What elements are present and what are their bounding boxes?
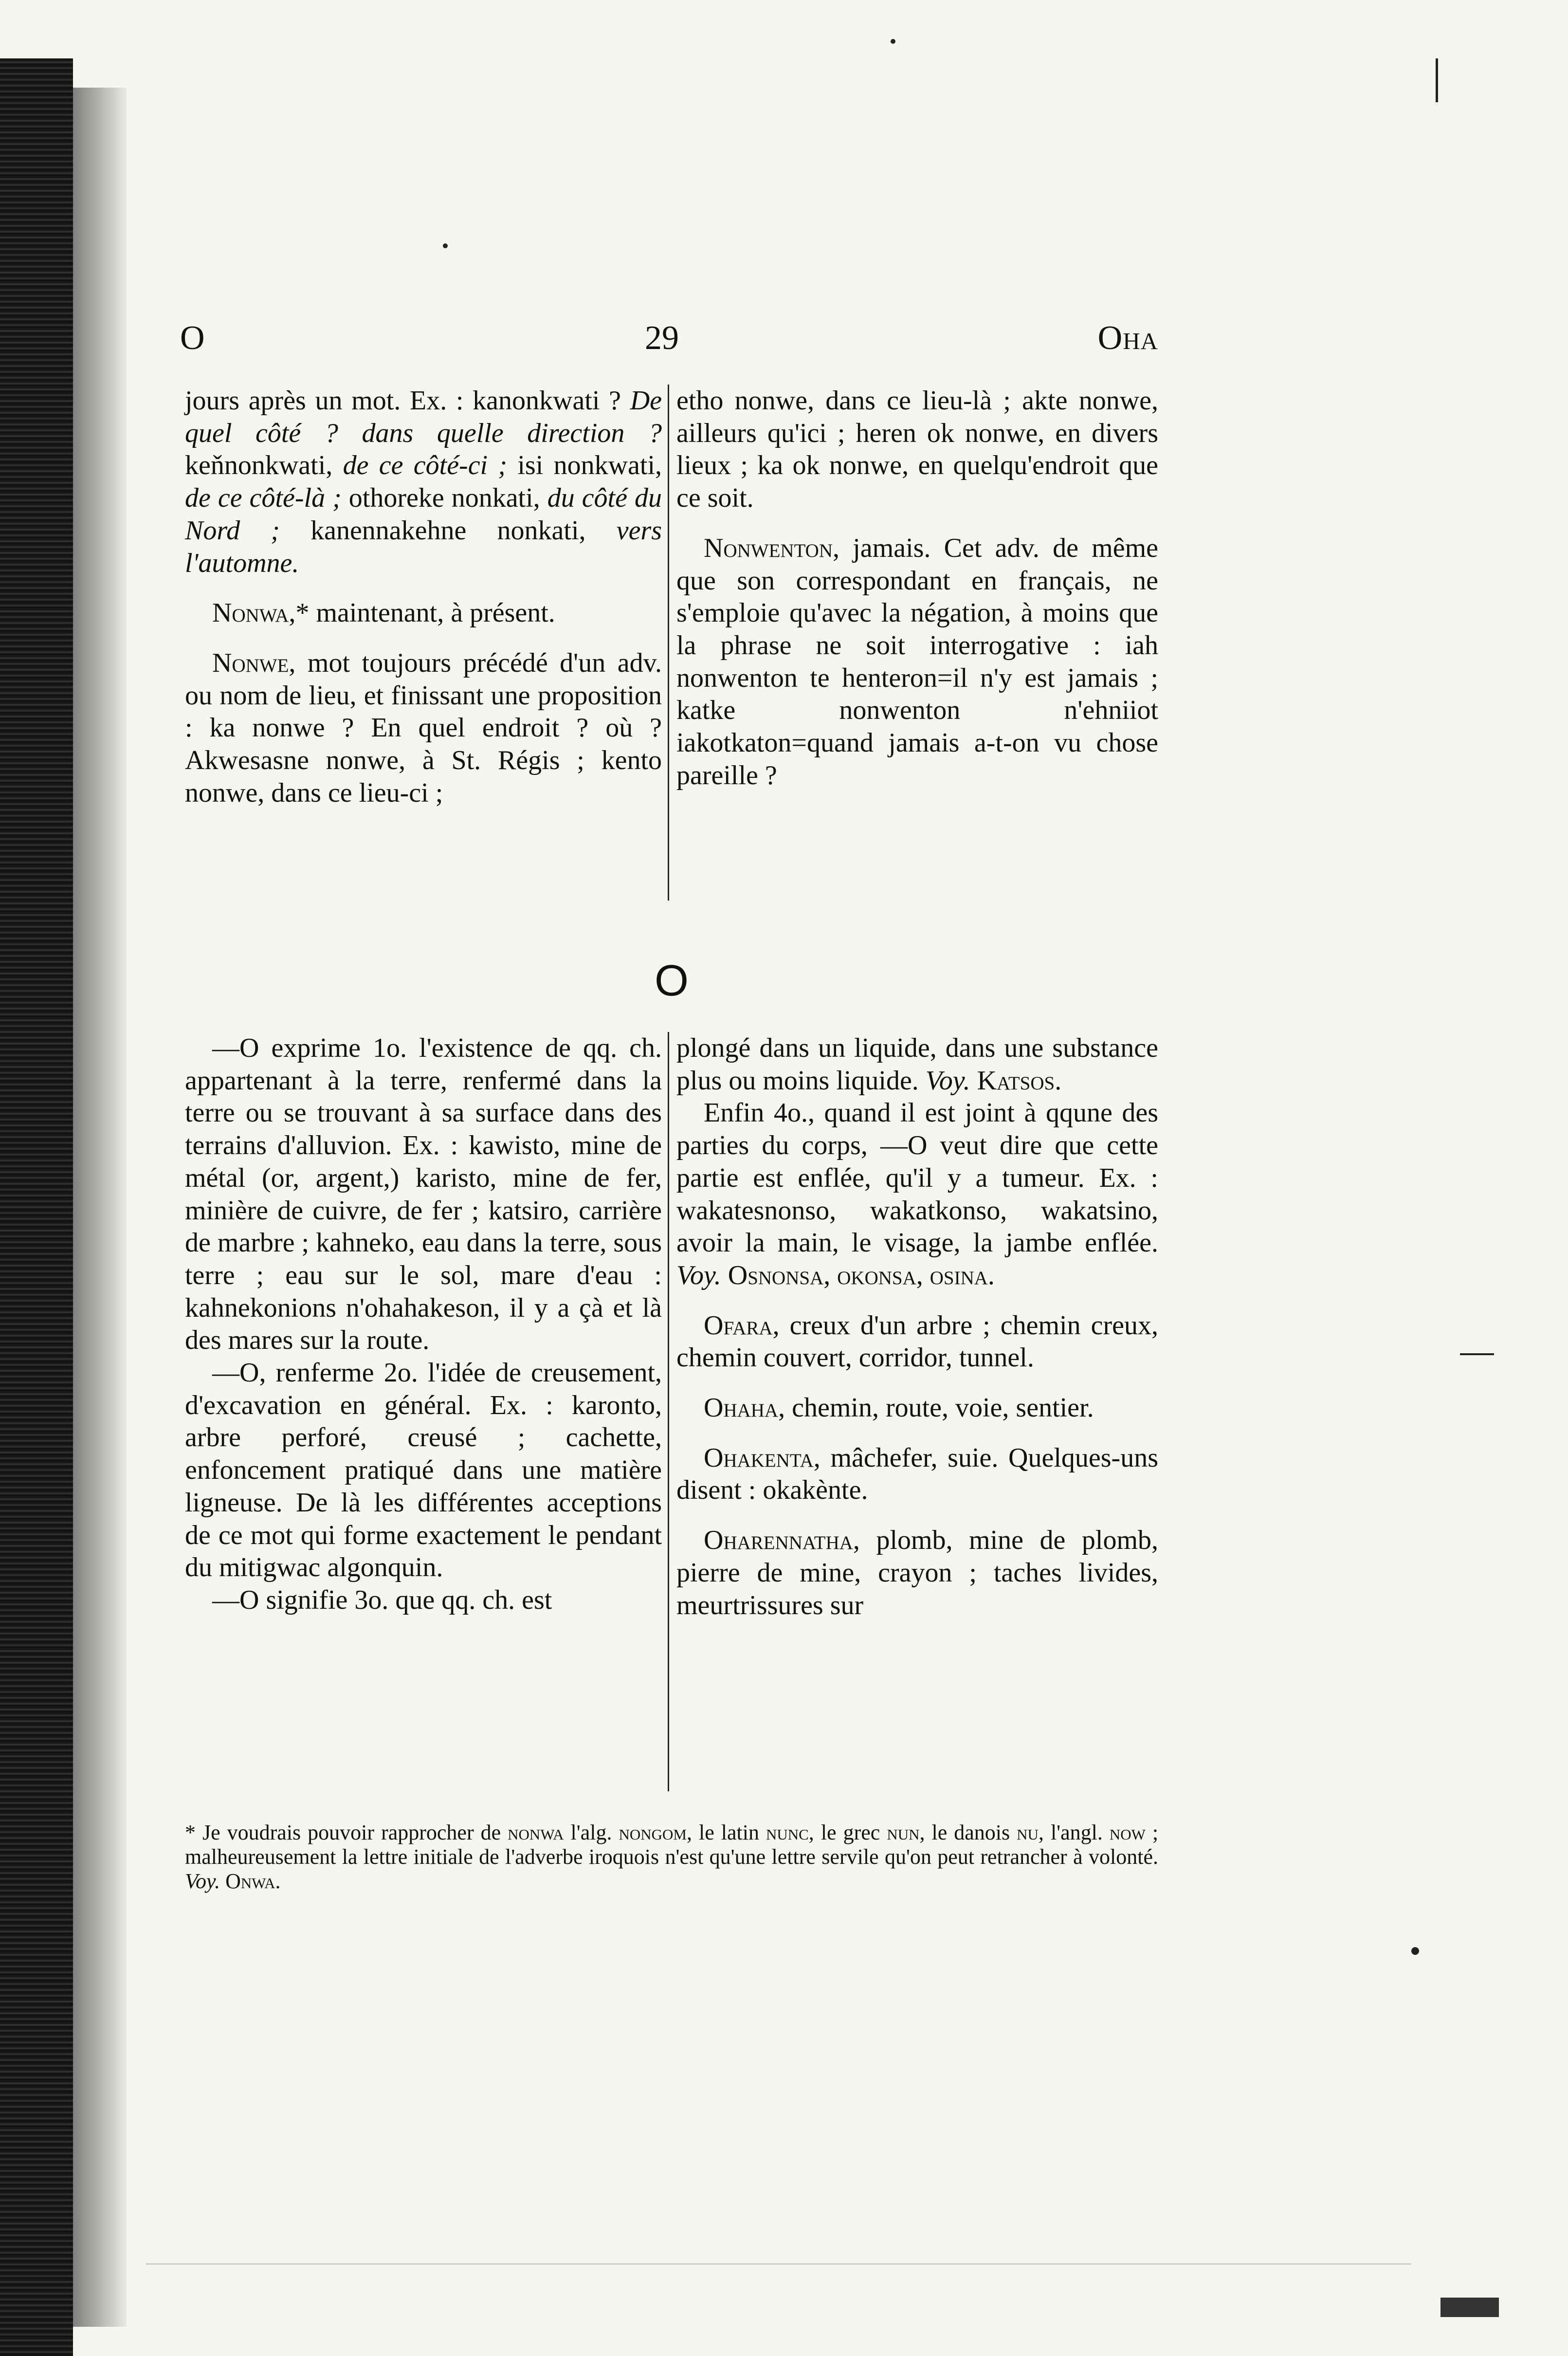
headword: Ofara, [704,1310,780,1341]
footnote: * Je voudrais pouvoir rapprocher de nonwa l'alg. nongom, le latin nunc, le grec nun, le danois nu, l'angl. now ; malheureusement la lettre initiale de l'adverbe iroquois n'est qu'une lettre servile qu'on peut retrancher à volonté. Voy. Onwa. [185,1821,1159,1893]
entry-o-meaning-4: Enfin 4o., quand il est joint à qqune des parties du corps, —O veut dire que cette partie est enflée, qu'il y a tumeur. Ex. : wakatesnonso, wakatkonso, wakatsino, avoir la main, le visage, la jambe enflée. Voy. Osnonsa, okonsa, osina. [676,1098,1158,1290]
entry-o-meaning-2: —O, renferme 2o. l'idée de creusement, d'excavation en général. Ex. : karonto, arbre perforé, creusé ; cachette, enfoncement pratiqué dans une matière ligneuse. De là les différentes acceptions de ce mot qui forme exactement le pendant du mitigwac algonquin. [185,1358,662,1583]
header-running-word: Oha [1097,319,1158,357]
page-number: 29 [645,319,679,357]
entry-o-meaning-1: —O exprime 1o. l'existence de qq. ch. appartenant à la terre, renfermé dans la terre ou se trouvant à sa surface dans des terrains d'alluvion. Ex. : kawisto, mine de métal (or, argent,) karisto, mine de fer, minière de cuivre, de fer ; katsiro, carrière de marbre ; kahneko, eau dans la terre, sous terre ; eau sur le sol, mare d'eau : kahnekonions n'ohahakeson, il y a çà et là des mares sur la route. [185,1033,662,1356]
upper-left-column [185,385,662,809]
scan-mark [1460,1353,1494,1355]
entry-ohakenta: Ohakenta, mâchefer, suie. Quelques-uns disent : okakènte. [676,1442,1158,1506]
entry-ohaha: Ohaha, chemin, route, voie, sentier. [704,1393,1094,1423]
entry-oharennatha: Oharennatha, plomb, mine de plomb, pierre de mine, crayon ; taches livides, meurtrissures sur [676,1525,1158,1620]
scan-mark [1440,2298,1499,2317]
lower-left-column [185,1032,662,1617]
column-divider [668,1032,669,1791]
entry-nonwa: Nonwa,* maintenant, à présent. [212,598,555,628]
section-heading-letter: O [654,957,689,1005]
lower-right-column [676,1032,1158,1621]
scan-speck [443,243,448,248]
scan-speck [1411,1947,1419,1955]
headword: Ohakenta, [704,1442,820,1473]
column-divider [668,385,669,901]
headword: Nonwa, [212,598,296,628]
headword: Oharennatha, [704,1525,860,1556]
scan-mark [1436,58,1438,102]
entry-ofara: Ofara, creux d'un arbre ; chemin creux, chemin couvert, corridor, tunnel. [676,1310,1159,1373]
entry-o-meaning-3-continuation: plongé dans un liquide, dans une substance plus ou moins liquide. Voy. Katsos. [676,1033,1158,1096]
header-section-letter: O [180,319,205,357]
entry-continuation: jours après un mot. Ex. : kanonkwati ? De quel côté ? dans quelle direction ? keňnonkwati, de ce côté-ci ; isi nonkwati, de ce côté-là ; othoreke nonkati, du côté du Nord ; kanennakehne nonkati, vers l'automne. [185,386,662,578]
entry-nonwe: Nonwe, mot toujours précédé d'un adv. ou nom de lieu, et finissant une proposition : ka nonwe ? En quel endroit ? où ? Akwesasne nonwe, à St. Régis ; kento nonwe, dans ce lieu-ci ; [185,647,662,808]
headword: Ohaha, [704,1393,785,1423]
upper-right-column [676,385,1158,791]
headword: Nonwe, [212,647,296,678]
entry-o-meaning-3: —O signifie 3o. que qq. ch. est [212,1584,552,1615]
entry-nonwe-continuation: etho nonwe, dans ce lieu-là ; akte nonwe, ailleurs qu'ici ; heren ok nonwe, en divers lieux ; ka ok nonwe, en quelqu'endroit que ce soit. [676,386,1158,514]
headword: Nonwenton, [704,533,840,563]
scan-speck [891,39,895,44]
entry-nonwenton: Nonwenton, jamais. Cet adv. de même que son correspondant en français, ne s'emploie qu'avec la négation, à moins que la phrase ne soit interrogative : iah nonwenton te henteron=il n'y est jamais ; katke nonwenton n'ehniiot iakotkaton=quand jamais a-t-on vu chose pareille ? [676,533,1158,791]
